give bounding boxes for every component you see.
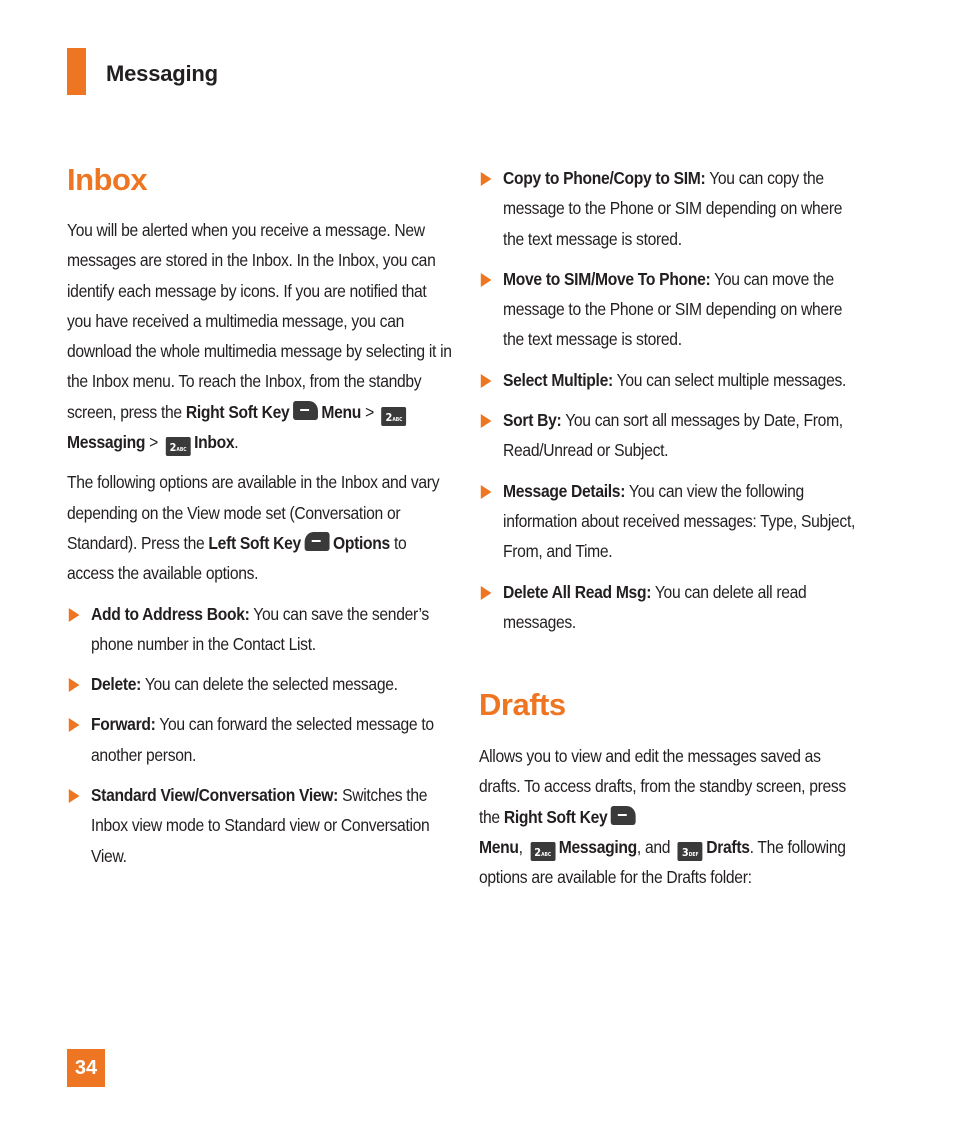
option-label: Delete: [91,674,142,695]
left-soft-key-label: Left Soft Key [208,532,301,553]
key-number: 2 [385,410,393,424]
drafts-label: Drafts [706,837,750,858]
drafts-intro [479,741,859,892]
key-number: 3 [681,846,689,860]
drafts-heading: Drafts [479,687,566,723]
left-soft-key-icon [305,532,330,551]
key-number: 2 [169,441,177,455]
bullet-arrow-icon [481,273,492,287]
list-item [479,163,859,254]
option-label: Select Multiple: [503,369,613,390]
page-number: 34 [67,1049,105,1087]
key-2-icon [166,437,191,456]
option-label: Standard View/Conversation View: [91,785,339,806]
bullet-arrow-icon [69,718,80,732]
option-text: You can delete all read messages. [503,581,807,632]
section-marker [67,48,86,95]
intro-text: You will be alerted when you receive a message. New messages are stored in the Inbox. In the Inbox, you can identify each message by icons. If you are notified that you have received a multimedia message, you can download the whole multimedia message by selecting it in the Inbox menu. To reach the Inbox, from the standby screen, press the [67,220,452,422]
option-text: You can view the following information about received messages: Type, Subject, From, and Time. [503,480,856,562]
option-label: Forward: [91,714,156,735]
option-text: You can select multiple messages. [612,369,847,390]
left-column [67,160,452,871]
list-item [479,365,859,395]
bullet-arrow-icon [481,374,492,388]
bullet-arrow-icon [481,586,492,600]
list-item [479,577,859,638]
inbox-options-list-left [67,599,452,871]
option-text: You can sort all messages by Date, From, Read/Unread or Subject. [503,410,843,461]
option-label: Sort By: [503,410,562,431]
option-label: Delete All Read Msg: [503,581,652,602]
option-label: Add to Address Book: [91,603,250,624]
messaging-label: Messaging [558,837,637,858]
list-item [67,709,452,770]
option-text: You can copy the message to the Phone or SIM depending on where the text message is stored. [503,168,843,249]
key-2-icon [382,407,407,426]
right-column [479,163,859,893]
option-label: Copy to Phone/Copy to SIM: [503,168,706,188]
section-title: Messaging [106,61,218,86]
separator: , [518,837,527,858]
list-item [67,669,452,699]
bullet-arrow-icon [481,485,492,499]
bullet-arrow-icon [69,789,80,803]
options-intro-text: The following options are available in the Inbox and vary depending on the View mode set (Conversation or Standard). Press the [67,472,440,553]
options-intro-tail: to access the available options. [67,532,407,584]
option-text: You can delete the selected message. [141,674,398,695]
key-letters: ABC [176,447,187,454]
messaging-label: Messaging [67,432,146,453]
key-2-icon [530,842,555,861]
separator: > [145,432,163,453]
option-label: Move to SIM/Move To Phone: [503,268,711,289]
bullet-arrow-icon [481,172,492,186]
option-label: Message Details: [503,480,626,501]
key-letters: ABC [541,852,552,859]
list-item [479,264,859,355]
right-soft-key-icon [611,806,636,825]
option-text: You can save the sender’s phone number in the Contact List. [91,603,429,654]
list-item [479,405,859,466]
drafts-text: Allows you to view and edit the messages saved as drafts. To access drafts, from the standby screen, press the [479,746,846,827]
period: . [234,432,239,453]
drafts-tail: . The following options are available for the Drafts folder: [479,837,846,888]
separator: , and [636,837,675,858]
bullet-arrow-icon [69,678,80,692]
menu-label: Menu [321,401,362,422]
right-soft-key-label: Right Soft Key [503,806,608,827]
option-text: Switches the Inbox view mode to Standard view or Conversation View. [91,785,430,866]
right-soft-key-label: Right Soft Key [185,401,290,422]
bullet-arrow-icon [481,414,492,428]
inbox-options-list-right [479,163,859,637]
menu-label: Menu [479,837,519,858]
key-number: 2 [534,846,542,860]
separator: > [361,401,378,422]
key-3-icon [678,842,703,861]
right-soft-key-icon [293,401,318,420]
key-letters: ABC [392,416,403,423]
inbox-label: Inbox [194,432,235,453]
key-letters: DEF [688,852,699,859]
option-text: You can forward the selected message to another person. [91,714,434,765]
bullet-arrow-icon [69,608,80,622]
option-text: You can move the message to the Phone or SIM depending on where the text message is stored. [503,268,843,350]
list-item [479,476,859,567]
list-item [67,780,452,871]
options-label: Options [332,532,390,553]
list-item [67,599,452,660]
inbox-options-intro [67,467,452,588]
inbox-intro [67,215,452,457]
inbox-heading: Inbox [67,162,148,197]
